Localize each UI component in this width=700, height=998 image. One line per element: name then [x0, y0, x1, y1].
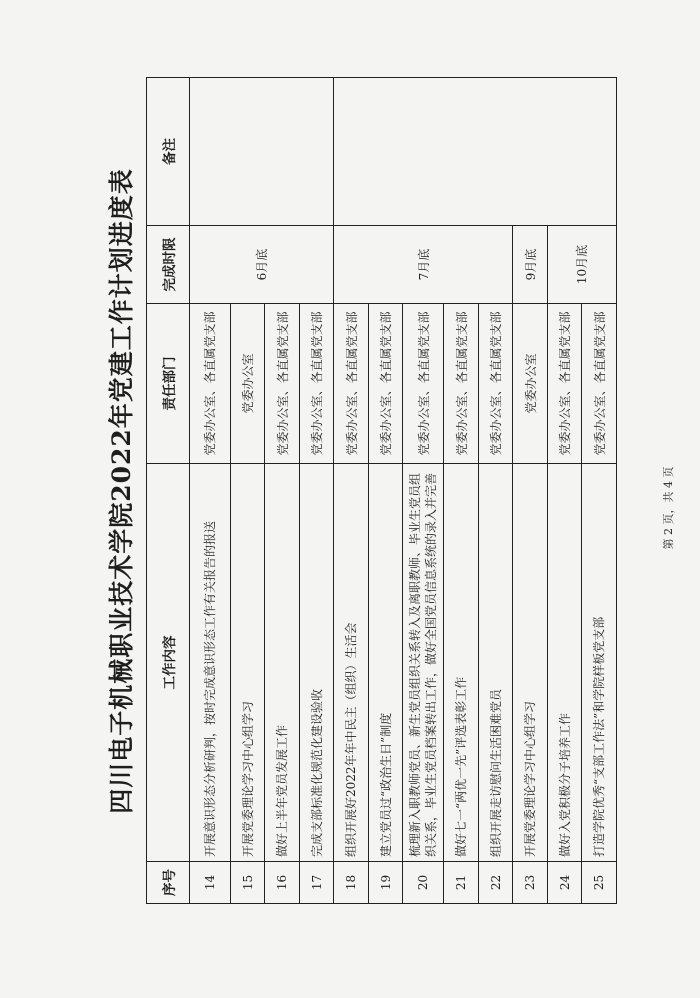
row-content: 开展党委理论学习中心组学习	[230, 464, 265, 862]
row-number: 19	[368, 862, 403, 904]
row-number: 24	[547, 862, 582, 904]
row-notes	[334, 78, 617, 226]
row-number: 25	[582, 862, 617, 904]
row-number: 14	[190, 862, 231, 904]
row-number: 20	[403, 862, 444, 904]
table-header-row	[147, 78, 190, 904]
row-department: 党委办公室、各直属党支部	[547, 304, 582, 464]
row-content: 组织开展好2022年年中民主（组织）生活会	[334, 464, 369, 862]
row-content: 梳理新入职教师党员、新生党员组织关系转入及离职教师、毕业生党员组织关系，毕业生党员档案转出工作，做好全国党员信息系统的录入并完善	[403, 464, 444, 862]
row-department: 党委办公室	[230, 304, 265, 464]
deadline-june: 6月底	[190, 226, 334, 304]
row-department: 党委办公室、各直属党支部	[403, 304, 444, 464]
header-notes: 备注	[147, 78, 190, 226]
row-number: 18	[334, 862, 369, 904]
header-department: 责任部门	[147, 304, 190, 464]
table-row	[190, 78, 231, 904]
header-number: 序号	[147, 862, 190, 904]
row-department: 党委办公室、各直属党支部	[368, 304, 403, 464]
row-content: 建立党员过“政治生日”制度	[368, 464, 403, 862]
row-content: 做好上半年党员发展工作	[265, 464, 300, 862]
row-content: 打造学院优秀“支部工作法”和学院样板党支部	[582, 464, 617, 862]
header-deadline: 完成时限	[147, 226, 190, 304]
row-department: 党委办公室、各直属党支部	[265, 304, 300, 464]
row-department: 党委办公室、各直属党支部	[478, 304, 513, 464]
row-department: 党委办公室、各直属党支部	[444, 304, 479, 464]
row-number: 23	[513, 862, 548, 904]
row-content: 完成支部标准化规范化建设验收	[299, 464, 334, 862]
row-number: 22	[478, 862, 513, 904]
row-content: 做好入党积极分子培养工作	[547, 464, 582, 862]
rotated-sheet	[102, 78, 617, 904]
row-number: 15	[230, 862, 265, 904]
row-notes	[190, 78, 334, 226]
row-content: 做好七一“两优一先”评选表彰工作	[444, 464, 479, 862]
row-content: 开展党委理论学习中心组学习	[513, 464, 548, 862]
table-row	[334, 78, 369, 904]
row-department: 党委办公室	[513, 304, 548, 464]
deadline-october: 10月底	[547, 226, 616, 304]
header-content: 工作内容	[147, 464, 190, 862]
work-plan-table	[146, 77, 617, 904]
row-number: 17	[299, 862, 334, 904]
row-content: 开展意识形态分析研判，按时完成意识形态工作有关报告的报送	[190, 464, 231, 862]
row-number: 21	[444, 862, 479, 904]
row-number: 16	[265, 862, 300, 904]
row-content: 组织开展走访慰问生活困难党员	[478, 464, 513, 862]
row-department: 党委办公室、各直属党支部	[334, 304, 369, 464]
row-department: 党委办公室、各直属党支部	[299, 304, 334, 464]
row-department: 党委办公室、各直属党支部	[190, 304, 231, 464]
document-title: 四川电子机械职业技术学院2022年党建工作计划进度表	[107, 168, 136, 814]
deadline-september: 9月底	[513, 226, 548, 304]
page-number: 第 2 页，共 4 页	[662, 466, 675, 550]
row-department: 党委办公室、各直属党支部	[582, 304, 617, 464]
deadline-july: 7月底	[334, 226, 513, 304]
